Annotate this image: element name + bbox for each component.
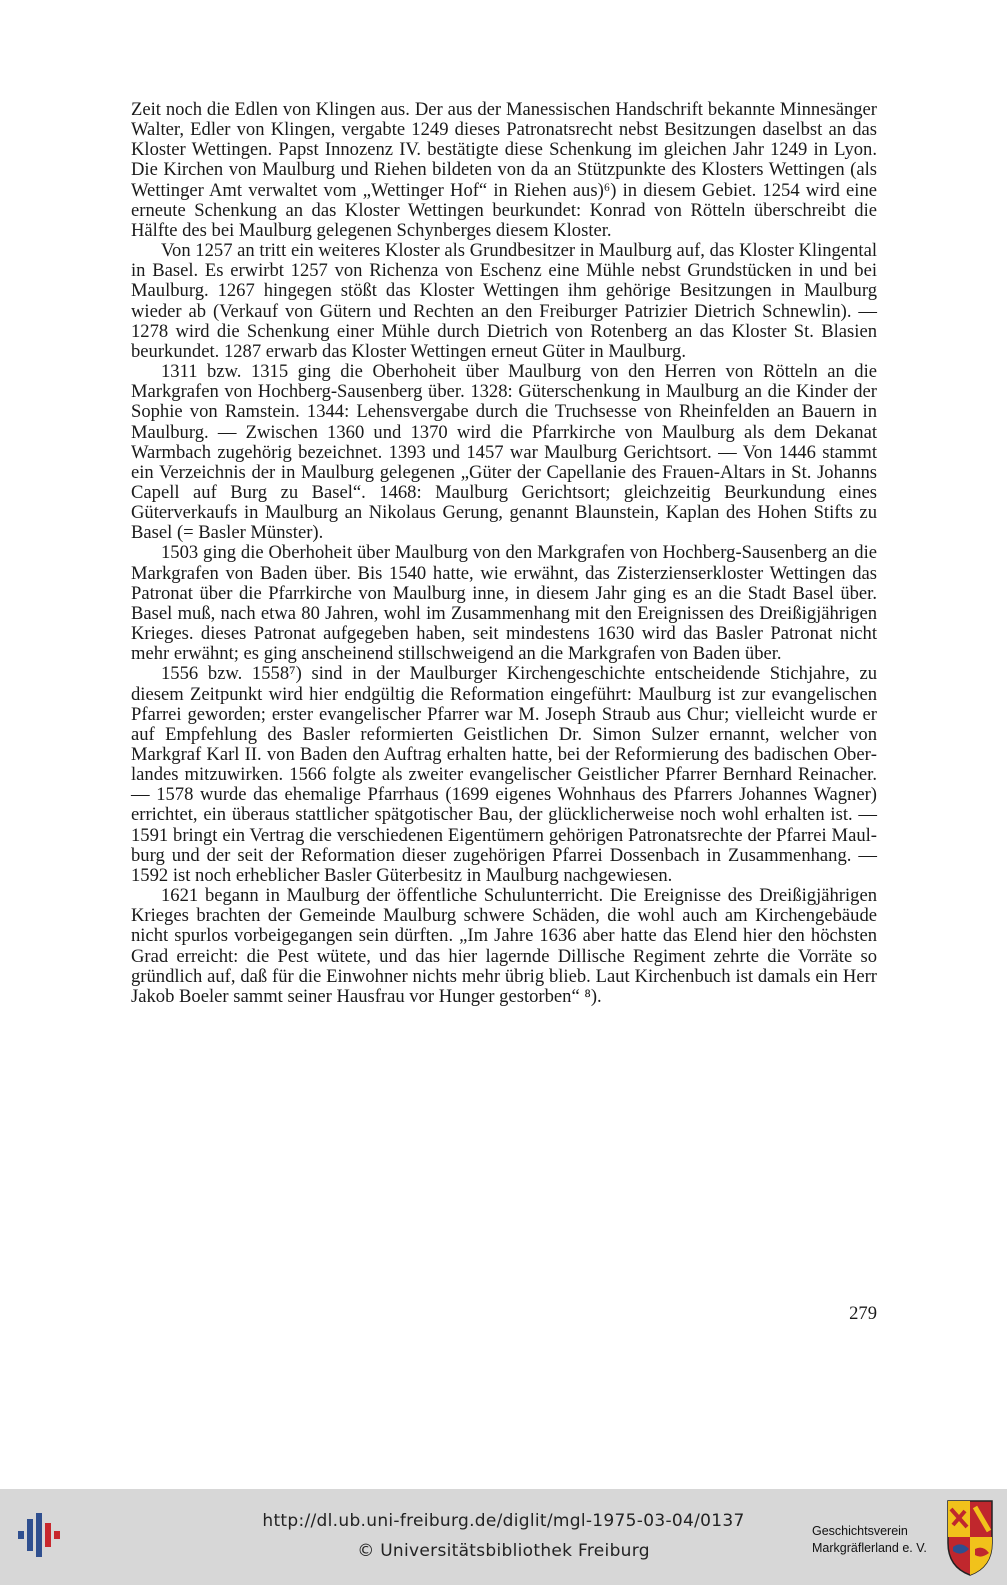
paragraph-5: 1556 bzw. 1558⁷) sind in der Maulburger Kirchengeschichte entscheidende Stichjahre, zu diesem Zeitpunkt wird hier endgültig die Reformation eingeführt: Maulburg ist zur evangelischen Pfarrei geworden; erster evangelischer Pfarrer war M. Joseph Straub aus Chur; vielleicht wurde er auf Empfehlung des Basler reformierten Geistlichen Dr. Simon Sulzer ernannt, welcher von Markgraf Karl II. von Baden den Auftrag erhalten hatte, bei der Reformierung des badischen Oberlandes mitzuwirken. 1566 folgte als zweiter evangelischer Geistlicher Pfarrer Bernhard Reinacher. — 1578 wurde das ehemalige Pfarrhaus (1699 eigenes Wohnhaus des Pfarrers Johannes Wagner) errichtet, ein überaus stattlicher spätgotischer Bau, der glücklicherweise noch wohl erhalten ist. — 1591 bringt ein Vertrag die verschiedenen Eigentümern gehörigen Patronatsrechte der Pfarrei Maulburg und der seit der Reformation dieser zugehörigen Pfarrei Dossenbach in Zusammenhang. — 1592 ist noch erheblicher Basler Güterbesitz in Maulburg nachgewiesen. <box>131 663 877 886</box>
society-name <box>812 1523 927 1557</box>
paragraph-4: 1503 ging die Oberhoheit über Maulburg von den Markgrafen von Hochberg-Sausenberg an die Markgrafen von Baden über. Bis 1540 hatte, wie erwähnt, das Zisterzienserkloster Wettingen das Patronat über die Pfarrkirche von Maulburg inne, in diesem Jahr ging es an die Stadt Basel über. Basel muß, nach etwa 80 Jahren, wohl im Zusammenhang mit den Ereignissen des Dreißigjährigen Krieges. dieses Patronat aufgegeben haben, seit mindestens 1630 wird das Basler Patronat nicht mehr erwähnt; es ging anscheinend stillschweigend an die Markgrafen von Baden über. <box>131 542 877 665</box>
footer-bar <box>0 1489 1007 1585</box>
paragraph-6: 1621 begann in Maulburg der öffentliche Schulunterricht. Die Ereignisse des Dreißigjährigen Krieges brachten der Gemeinde Maulburg schwere Schäden, die wohl auch am Kirchengebäude nicht spurlos vorbeigegangen sein dürften. „Im Jahre 1636 aber hatte das Elend hier den höchsten Grad erreicht: die Pest wütete, und das hier lagernde Dillische Regiment zehrte die Vorräte so gründlich auf, daß für die Einwohner nichts mehr übrig blieb. Laut Kirchenbuch ist damals ein Herr Jakob Boeler sammt seiner Hausfrau vor Hunger gestorben“ ⁸). <box>131 885 877 1007</box>
permalink-url[interactable]: http://dl.ub.uni-freiburg.de/diglit/mgl-1975-03-04/0137 <box>262 1511 745 1531</box>
coat-of-arms-icon <box>945 1497 995 1577</box>
document-body <box>131 100 877 1007</box>
society-name-line1: Geschichtsverein <box>812 1524 908 1538</box>
paragraph-2: Von 1257 an tritt ein weiteres Kloster als Grundbesitzer in Maulburg auf, das Kloster Klingental in Basel. Es erwirbt 1257 von Richenza von Eschenz eine Mühle nebst Grundstücken in und bei Maulburg. 1267 hingegen stößt das Kloster Wettingen ihm gehörige Besitzungen in Maulburg wieder ab (Verkauf von Gütern und Rechten an den Freiburger Patrizier Dietrich Schnewlin). — 1278 wird die Schenkung einer Mühle durch Dietrich von Rotenberg an das Kloster St. Blasien beurkundet. 1287 erwarb das Kloster Wettingen erneut Güter in Maulburg. <box>131 240 877 362</box>
copyright-notice: © Universitätsbibliothek Freiburg <box>357 1541 650 1561</box>
paragraph-3: 1311 bzw. 1315 ging die Oberhoheit über Maulburg von den Herren von Rötteln an die Markgrafen von Hochberg-Sausenberg über. 1328: Güterschenkung in Maulburg an die Kinder der Sophie von Ramstein. 1344: Lehensvergabe durch die Truchsesse von Rheinfelden an Bauern in Maulburg. — Zwischen 1360 und 1370 wird die Pfarrkirche von Maulburg als dem Dekanat Warmbach zugehörig bezeichnet. 1393 und 1457 war Maulburg Gerichtsort. — Von 1446 stammt ein Verzeichnis der in Maulburg gelegenen „Güter der Capellanie des Frauen-Altars in St. Johanns Capell auf Burg zu Basel“. 1468: Maulburg Gerichtsort; gleichzeitig Beurkundung eines Güterverkaufs in Maulburg an Nikolaus Gerung, genannt Blaunstein, Kaplan des Hohen Stifts zu Basel (= Basler Münster). <box>131 361 877 544</box>
society-name-line2: Markgräflerland e. V. <box>812 1541 927 1555</box>
page-number: 279 <box>849 1303 877 1324</box>
paragraph-1: Zeit noch die Edlen von Klingen aus. Der aus der Manessischen Handschrift bekannte Minnesänger Walter, Edler von Klingen, vergabte 1249 dieses Patronatsrecht nebst Besitzungen daselbst an das Kloster Wettingen. Papst Innozenz IV. bestätigte diese Schenkung im gleichen Jahr 1249 in Lyon. Die Kirchen von Maulburg und Riehen bildeten von da an Stützpunkte des Klosters Wettingen (als Wettinger Amt verwaltet vom „Wettinger Hof“ in Riehen aus)⁶) in diesem Gebiet. 1254 wird eine erneute Schenkung an das Kloster Wettingen beurkundet: Konrad von Rötteln überschreibt die Hälfte des bei Maulburg gelegenen Schynberges diesem Kloster. <box>131 99 877 241</box>
